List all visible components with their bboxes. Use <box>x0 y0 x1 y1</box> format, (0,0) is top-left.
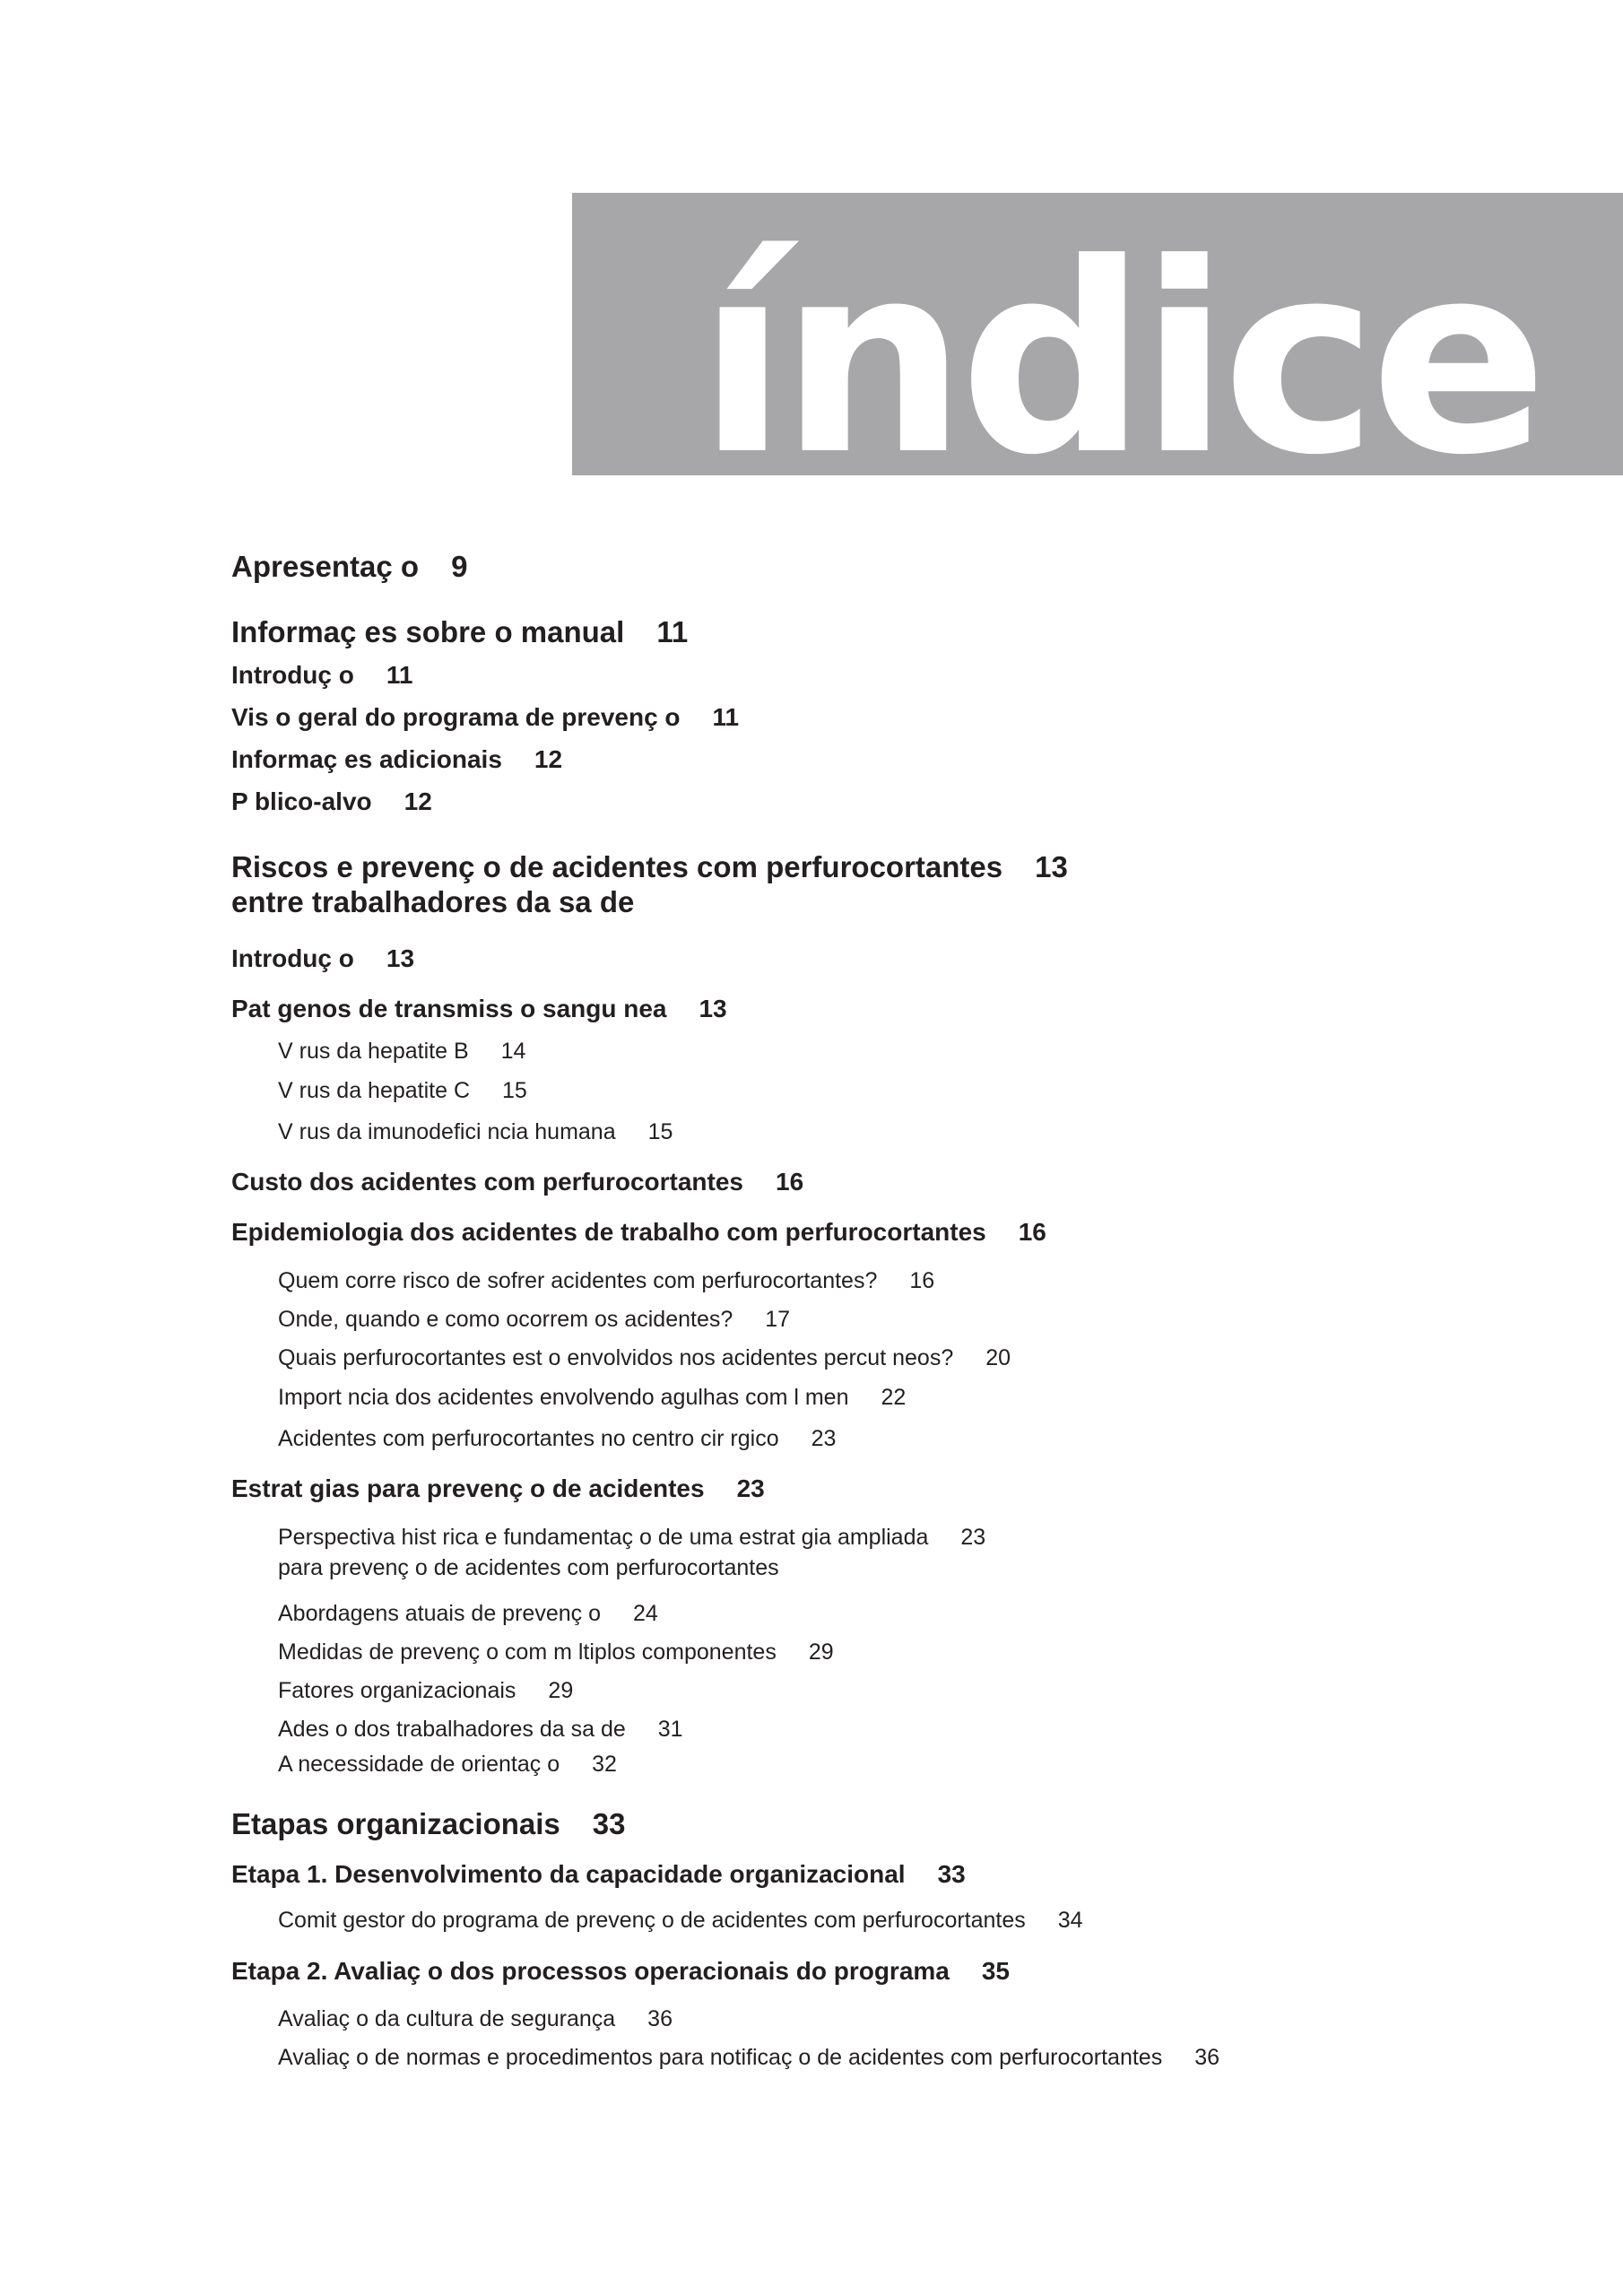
toc-entry-title <box>231 1474 765 1504</box>
page-title: índice <box>698 207 1541 475</box>
toc-entry-text: Etapas organizacionais <box>231 1807 560 1840</box>
toc-entry[interactable] <box>278 1382 906 1413</box>
toc-page-number: 11 <box>386 661 413 689</box>
toc-entry-text: Informaç es sobre o manual <box>231 615 625 648</box>
toc-entry[interactable] <box>231 849 1068 919</box>
toc-page-number: 17 <box>765 1307 791 1332</box>
toc-entry-text: Informaç es adicionais <box>231 745 502 773</box>
toc-entry-text: Etapa 2. Avaliaç o dos processos operacionais do programa <box>231 1957 950 1985</box>
toc-page-number: 9 <box>451 550 468 583</box>
toc-page-number: 29 <box>808 1639 834 1665</box>
toc-entry[interactable] <box>231 1806 626 1841</box>
toc-page-number: 32 <box>592 1752 617 1777</box>
toc-entry-text: Quem corre risco de sofrer acidentes com perfurocortantes? <box>278 1268 878 1293</box>
toc-page-number: 13 <box>386 944 415 972</box>
toc-entry[interactable] <box>231 994 727 1024</box>
toc-entry-text: para prevenç o de acidentes com perfurocortantes <box>278 1555 779 1580</box>
toc-page-number: 11 <box>712 703 740 731</box>
toc-entry-title <box>278 1382 906 1413</box>
toc-page-number: 23 <box>960 1525 986 1550</box>
toc-entry-title <box>231 787 432 817</box>
toc-page-number: 12 <box>404 787 432 815</box>
toc-page-number: 15 <box>502 1078 527 1103</box>
toc-page-number: 11 <box>656 615 689 648</box>
toc-entry[interactable] <box>278 1423 836 1454</box>
toc-entry[interactable] <box>278 1675 573 1706</box>
toc-entry[interactable] <box>231 614 688 649</box>
index-header-banner <box>572 193 1623 475</box>
toc-entry-title <box>231 1859 966 1890</box>
toc-entry-title <box>278 1117 673 1147</box>
toc-page-number: 22 <box>881 1385 907 1410</box>
toc-entry[interactable] <box>231 1956 1010 1987</box>
toc-entry-text: V rus da hepatite C <box>278 1078 471 1103</box>
toc-entry-text: Perspectiva hist rica e fundamentaç o de uma estrat gia ampliada <box>278 1525 929 1550</box>
toc-entry-title <box>231 1806 626 1841</box>
toc-entry-text: entre trabalhadores da sa de <box>231 885 635 918</box>
toc-entry[interactable] <box>278 1598 658 1629</box>
toc-page-number: 36 <box>647 2006 673 2031</box>
toc-entry-text: Avaliaç o de normas e procedimentos para notificaç o de acidentes com perfurocortantes <box>278 2045 1163 2070</box>
toc-page-number: 34 <box>1057 1908 1083 1933</box>
toc-page-number: 14 <box>500 1039 526 1064</box>
toc-entry[interactable] <box>278 1637 834 1667</box>
toc-entry-text: Introduç o <box>231 661 354 689</box>
toc-page-number: 33 <box>592 1807 626 1840</box>
toc-entry-title <box>231 1217 1046 1248</box>
toc-page-number: 20 <box>985 1345 1011 1370</box>
toc-entry-text: Medidas de prevenç o com m ltiplos componentes <box>278 1639 777 1665</box>
toc-entry-title <box>231 614 688 649</box>
toc-entry[interactable] <box>231 944 414 974</box>
toc-entry-text: Epidemiologia dos acidentes de trabalho com perfurocortantes <box>231 1218 986 1246</box>
toc-entry-title <box>278 1304 790 1335</box>
toc-entry-title <box>278 1036 525 1066</box>
toc-entry-text: Acidentes com perfurocortantes no centro cir rgico <box>278 1426 779 1451</box>
toc-entry[interactable] <box>231 702 739 733</box>
toc-entry[interactable] <box>231 549 467 584</box>
toc-entry-text: Comit gestor do programa de prevenç o de acidentes com perfurocortantes <box>278 1908 1026 1933</box>
toc-entry-text: Vis o geral do programa de prevenç o <box>231 703 681 731</box>
toc-entry[interactable] <box>278 1075 527 1106</box>
toc-page-number: 24 <box>632 1601 658 1626</box>
toc-entry-text: V rus da hepatite B <box>278 1039 469 1064</box>
toc-entry-text: Riscos e prevenç o de acidentes com perfurocortantes <box>231 850 1003 883</box>
toc-entry-title <box>231 549 467 584</box>
toc-page-number: 13 <box>699 995 727 1022</box>
toc-entry-text: Onde, quando e como ocorrem os acidentes? <box>278 1307 733 1332</box>
toc-entry[interactable] <box>231 1474 765 1504</box>
toc-entry-text: Import ncia dos acidentes envolvendo agulhas com l men <box>278 1385 849 1410</box>
toc-entry[interactable] <box>231 1167 803 1197</box>
toc-page-number: 36 <box>1194 2045 1220 2070</box>
toc-entry-title <box>231 1956 1010 1987</box>
toc-entry-title <box>231 1167 803 1197</box>
toc-entry[interactable] <box>231 744 562 775</box>
toc-page-number: 16 <box>909 1268 935 1293</box>
toc-entry-text: Custo dos acidentes com perfurocortantes <box>231 1168 744 1196</box>
toc-entry-title <box>278 1905 1083 1935</box>
toc-entry-text: Abordagens atuais de prevenç o <box>278 1601 601 1626</box>
toc-entry-text: Quais perfurocortantes est o envolvidos nos acidentes percut neos? <box>278 1345 954 1370</box>
toc-entry[interactable] <box>231 660 412 691</box>
toc-page-number: 12 <box>534 745 563 773</box>
toc-entry-title <box>278 2042 1219 2073</box>
toc-entry-title <box>278 1598 658 1629</box>
toc-entry[interactable] <box>278 1265 934 1296</box>
toc-page-number: 23 <box>811 1426 837 1451</box>
toc-entry-title <box>231 994 727 1024</box>
toc-entry-title <box>231 660 412 691</box>
toc-entry[interactable] <box>231 1217 1046 1248</box>
toc-entry-text: Fatores organizacionais <box>278 1678 516 1703</box>
toc-entry[interactable] <box>278 2004 673 2034</box>
toc-entry-title <box>231 849 1068 884</box>
toc-entry[interactable] <box>278 1905 1083 1935</box>
toc-entry-text: V rus da imunodefici ncia humana <box>278 1119 616 1144</box>
toc-entry-title <box>231 944 414 974</box>
toc-entry-title <box>278 1675 573 1706</box>
toc-entry-title <box>278 1522 985 1552</box>
toc-entry-text: A necessidade de orientaç o <box>278 1752 560 1777</box>
toc-entry-text: Introduç o <box>231 944 354 972</box>
toc-entry[interactable] <box>278 1522 985 1583</box>
toc-entry-title <box>278 2004 673 2034</box>
toc-entry[interactable] <box>278 1714 683 1744</box>
toc-entry-title <box>278 1265 934 1296</box>
toc-page-number: 29 <box>548 1678 574 1703</box>
toc-entry-title <box>278 1749 617 1779</box>
toc-page-number: 35 <box>981 1957 1011 1985</box>
toc-entry-text: Apresentaç o <box>231 550 420 583</box>
toc-entry-text: Ades o dos trabalhadores da sa de <box>278 1717 626 1742</box>
toc-page-number: 31 <box>657 1717 683 1742</box>
toc-entry-title <box>278 1552 985 1583</box>
toc-entry[interactable] <box>231 787 432 817</box>
toc-page-number: 16 <box>776 1168 804 1196</box>
toc-entry[interactable] <box>278 1117 673 1147</box>
toc-entry-title <box>231 884 1068 919</box>
toc-entry[interactable] <box>278 1304 790 1335</box>
toc-entry-title <box>278 1343 1011 1373</box>
toc-page-number: 16 <box>1018 1218 1046 1246</box>
toc-entry-title <box>278 1423 836 1454</box>
toc-entry[interactable] <box>278 1749 617 1779</box>
toc-entry-title <box>278 1714 683 1744</box>
toc-page-number: 13 <box>1035 850 1068 883</box>
toc-entry-title <box>278 1637 834 1667</box>
toc-entry[interactable] <box>278 1036 525 1066</box>
toc-entry[interactable] <box>278 1343 1011 1373</box>
toc-entry-text: Estrat gias para prevenç o de acidentes <box>231 1474 705 1502</box>
toc-entry[interactable] <box>278 2042 1219 2073</box>
toc-entry-text: Avaliaç o da cultura de segurança <box>278 2006 616 2031</box>
toc-entry-text: Pat genos de transmiss o sangu nea <box>231 995 667 1022</box>
toc-entry[interactable] <box>231 1859 966 1890</box>
toc-entry-text: Etapa 1. Desenvolvimento da capacidade organizacional <box>231 1860 906 1888</box>
toc-page-number: 33 <box>937 1860 966 1888</box>
toc-page-number: 23 <box>736 1474 765 1502</box>
toc-entry-title <box>231 744 562 775</box>
toc-entry-title <box>231 702 739 733</box>
toc-entry-text: P blico-alvo <box>231 787 372 815</box>
toc-entry-title <box>278 1075 527 1106</box>
toc-page-number: 15 <box>647 1119 673 1144</box>
